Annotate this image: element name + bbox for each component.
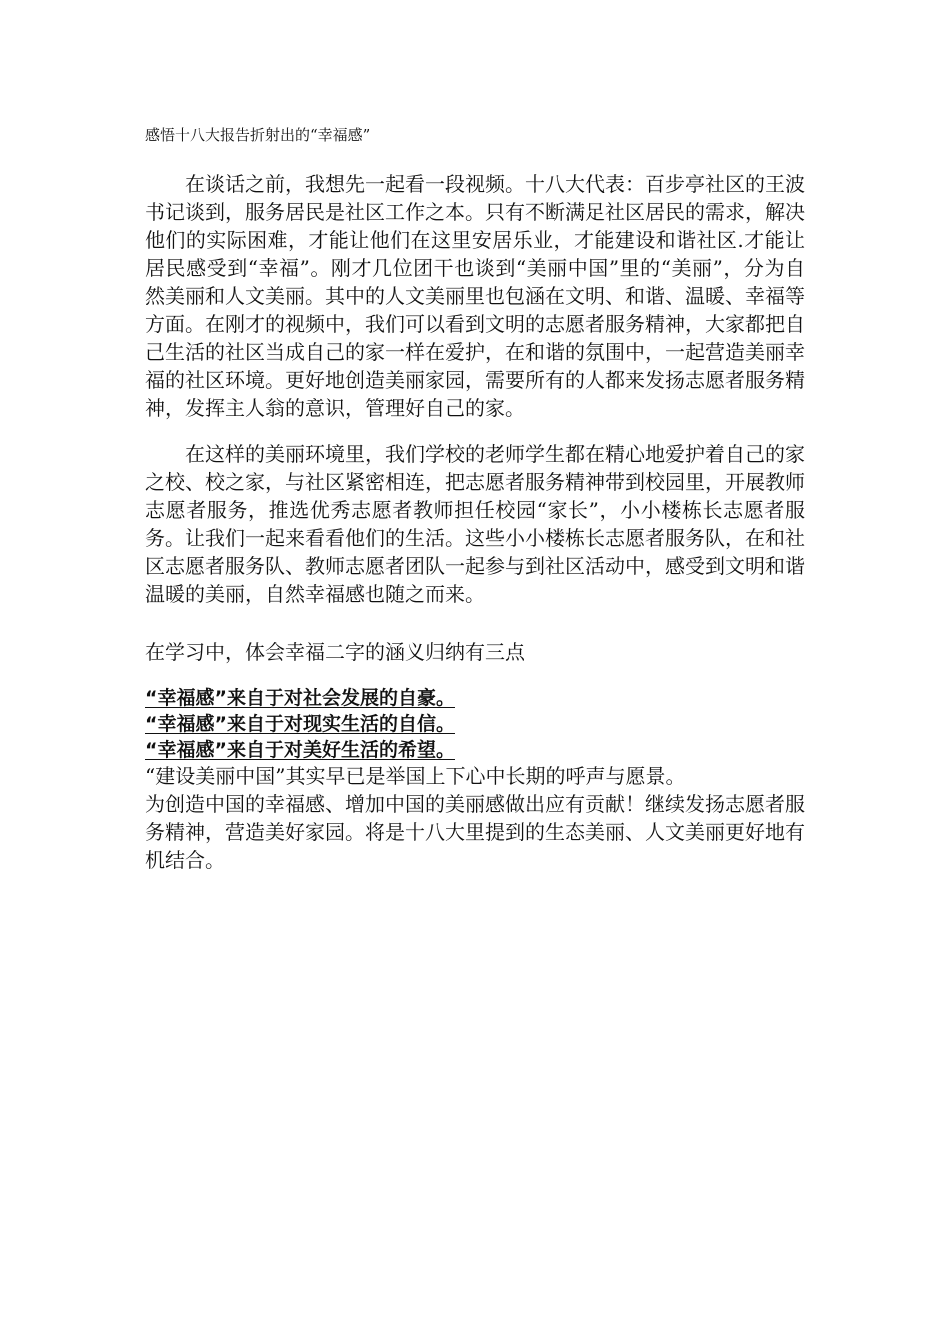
happiness-point-hope: “幸福感”来自于对美好生活的希望。 [145,739,455,761]
document-title: 感悟十八大报告折射出的“幸福感” [145,126,371,144]
closing-paragraph: 为创造中国的幸福感、增加中国的美丽感做出应有贡献！继续发扬志愿者服务精神，营造美好家园。将是十八大里提到的生态美丽、人文美丽更好地有机结合。 [145,792,805,872]
happiness-point-confidence: “幸福感”来自于对现实生活的自信。 [145,713,455,735]
paragraph-school-volunteers: 在这样的美丽环境里，我们学校的老师学生都在精心地爱护着自己的家之校、校之家，与社区紧密相连，把志愿者服务精神带到校园里，开展教师志愿者服务，推选优秀志愿者教师担任校园“家长”，小小楼栋长志愿者服务。让我们一起来看看他们的生活。这些小小楼栋长志愿者服务队，在和社区志愿者服务队、教师志愿者团队一起参与到社区活动中，感受到文明和谐温暖的美丽，自然幸福感也随之而来。 [145,442,805,606]
summary-intro: 在学习中，体会幸福二字的涵义归纳有三点 [145,640,525,664]
closing-line: “建设美丽中国”其实早已是举国上下心中长期的呼声与愿景。 [145,764,686,788]
happiness-points-list [145,685,467,763]
happiness-point-pride: “幸福感”来自于对社会发展的自豪。 [145,687,455,709]
paragraph-video-intro: 在谈话之前，我想先一起看一段视频。十八大代表：百步亭社区的王波书记谈到，服务居民是社区工作之本。只有不断满足社区居民的需求，解决他们的实际困难，才能让他们在这里安居乐业，才能建设和谐社区.才能让居民感受到“幸福”。刚才几位团干也谈到“美丽中国”里的“美丽”，分为自然美丽和人文美丽。其中的人文美丽里也包涵在文明、和谐、温暖、幸福等方面。在刚才的视频中，我们可以看到文明的志愿者服务精神，大家都把自己生活的社区当成自己的家一样在爱护，在和谐的氛围中，一起营造美丽幸福的社区环境。更好地创造美丽家园，需要所有的人都来发扬志愿者服务精神，发挥主人翁的意识，管理好自己的家。 [145,172,805,420]
